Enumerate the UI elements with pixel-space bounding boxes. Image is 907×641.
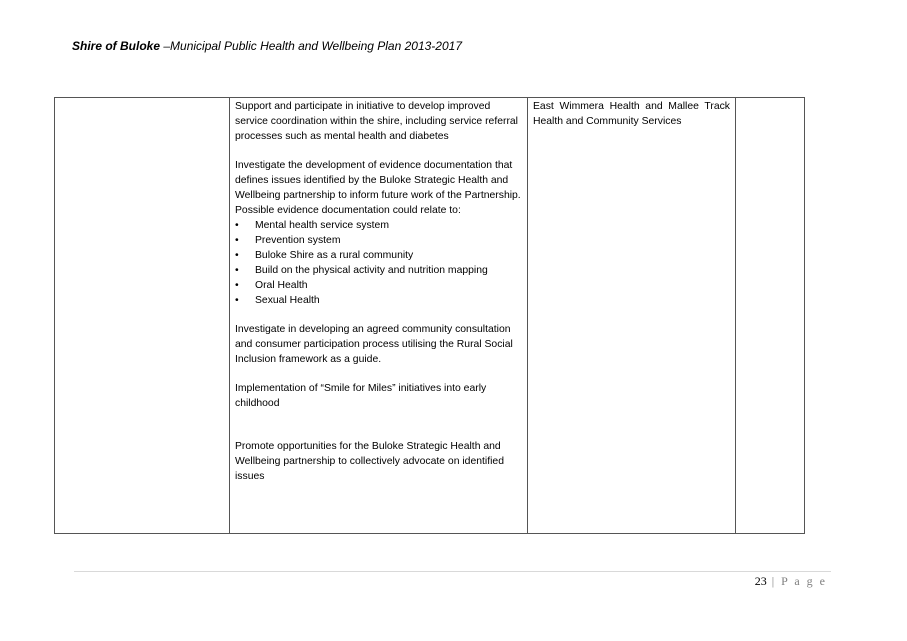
- list-item: • Build on the physical activity and nutrition mapping: [235, 265, 488, 276]
- action-paragraph: Investigate in developing an agreed community consultation and consumer participation process utilising the Rural Social Inclusion framework as a guide.: [235, 324, 513, 365]
- action-paragraph: Investigate the development of evidence documentation that defines issues identified by the Buloke Strategic Health and Wellbeing partnership to inform future work of the Partnership. Possible evidence documentation could relate to:: [235, 160, 521, 216]
- table-row: [55, 98, 805, 534]
- page-separator: |: [766, 574, 782, 588]
- bullet-icon: •: [235, 280, 239, 291]
- table-cell-empty-1: [55, 98, 230, 534]
- action-paragraph: Implementation of “Smile for Miles” initiatives into early childhood: [235, 383, 487, 409]
- document-header: [72, 39, 462, 53]
- action-paragraph: Promote opportunities for the Buloke Strategic Health and Wellbeing partnership to collectively advocate on identified issues: [235, 441, 504, 482]
- action-paragraph: Support and participate in initiative to develop improved service coordination within the shire, including service referral processes such as mental health and diabetes: [235, 101, 518, 142]
- page-number: [755, 574, 827, 589]
- plan-table: [54, 97, 805, 534]
- list-item: • Buloke Shire as a rural community: [235, 250, 414, 261]
- table-cell-partners: East Wimmera Health and Mallee Track Health and Community Services: [528, 98, 736, 534]
- list-item: • Mental health service system: [235, 220, 389, 231]
- bullet-icon: •: [235, 235, 239, 246]
- list-item: • Sexual Health: [235, 295, 320, 306]
- bullet-icon: •: [235, 265, 239, 276]
- page-label: P a g e: [781, 574, 827, 588]
- list-item: • Oral Health: [235, 280, 308, 291]
- bullet-icon: •: [235, 220, 239, 231]
- header-shire-name: Shire of Buloke: [72, 39, 161, 53]
- table-cell-actions: [230, 98, 528, 534]
- bullet-icon: •: [235, 295, 239, 306]
- list-item: • Prevention system: [235, 235, 341, 246]
- header-plan-title: –Municipal Public Health and Wellbeing Plan 2013-2017: [160, 39, 462, 53]
- page-number-value: 23: [754, 574, 767, 588]
- bullet-icon: •: [235, 250, 239, 261]
- footer-divider: [74, 571, 831, 572]
- evidence-list: [235, 218, 522, 308]
- table-cell-empty-2: [736, 98, 805, 534]
